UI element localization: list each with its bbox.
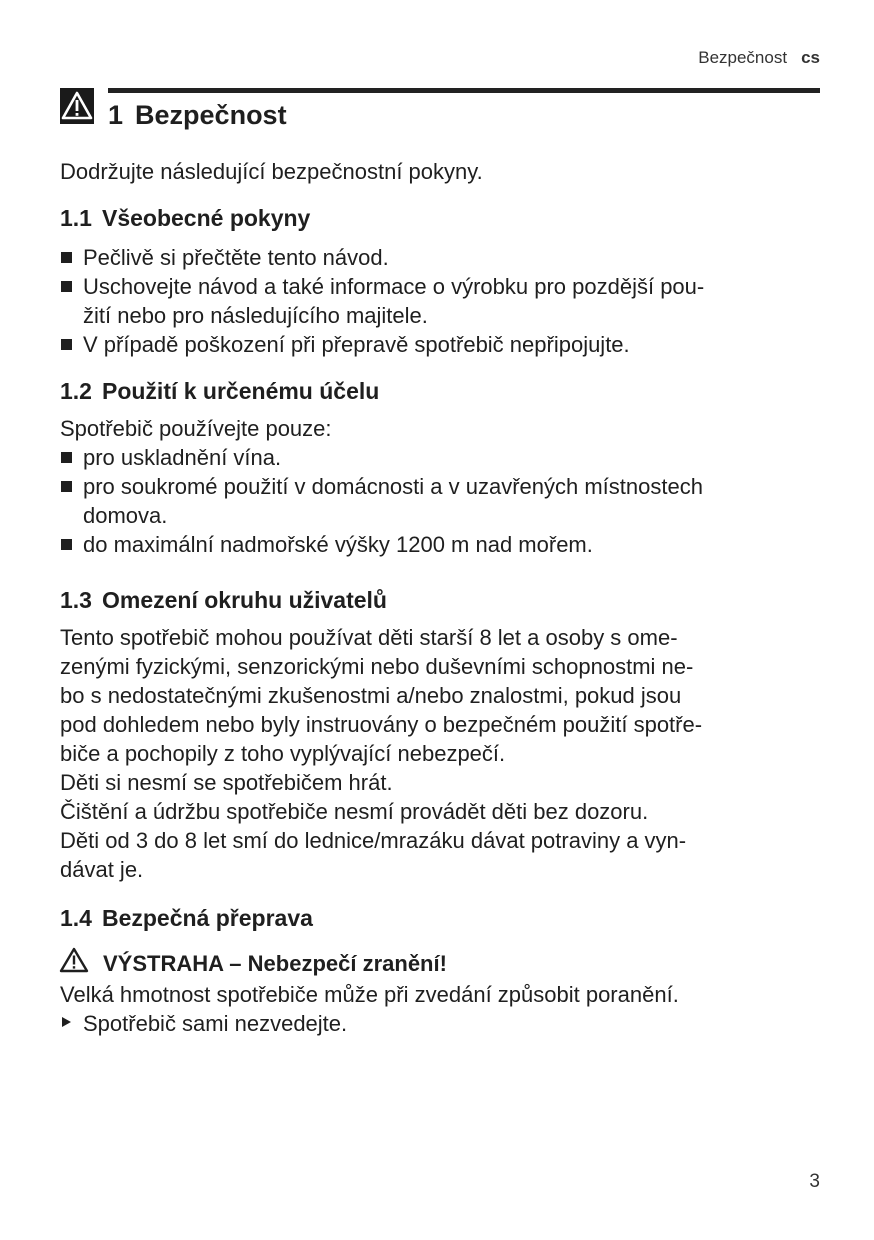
bullet-square-icon [61,481,72,492]
bullet-square-icon [61,539,72,550]
list-item: Uschovejte návod a také informace o výrobku pro pozdější pou- žití nebo pro následujícího majitele. [60,272,822,330]
chapter-title [108,100,287,131]
running-header-section: Bezpečnost [698,48,788,67]
section-title: Bezpečná přeprava [101,905,313,931]
warning-text: Velká hmotnost spotřebiče může při zvedání způsobit poranění. [60,982,679,1007]
chapter-warning-icon [60,88,94,124]
page-content [60,150,822,1038]
list-item: Spotřebič sami nezvedejte. [60,1009,822,1038]
list-item: Pečlivě si přečtěte tento návod. [60,243,822,272]
section-heading-1-1 [60,203,822,233]
bullet-square-icon [61,281,72,292]
section-number: 1.2 [60,378,92,404]
warning-label: VÝSTRAHA – Nebezpečí zranění! [103,951,447,976]
step-arrow-icon [62,1017,71,1027]
paragraph: Děti si nesmí se spotřebičem hrát. [60,770,393,795]
section-heading-1-3 [60,585,822,615]
section-lead: Spotřebič používejte pouze: [60,416,332,441]
chapter-number: 1 [108,100,124,130]
running-header-lang: cs [801,48,820,67]
list-item: pro soukromé použití v domácnosti a v uzavřených místnostech domova. [60,472,822,530]
chapter-rule [108,88,820,93]
section-number: 1.3 [60,587,92,613]
section-number: 1.1 [60,205,92,231]
bullet-square-icon [61,452,72,463]
list-item: do maximální nadmořské výšky 1200 m nad mořem. [60,530,822,559]
section-title: Omezení okruhu uživatelů [101,587,387,613]
section-title: Použití k určenému účelu [101,378,380,404]
section-heading-1-2 [60,376,822,406]
warning-heading [60,947,822,980]
paragraph: Čištění a údržbu spotřebiče nesmí provádět děti bez dozoru. [60,799,649,824]
paragraph: Děti od 3 do 8 let smí do lednice/mrazáku dávat potraviny a vyn- dávat je. [60,828,687,882]
section-heading-1-4 [60,903,822,933]
chapter-title-text: Bezpečnost [135,100,287,130]
page-number: 3 [809,1171,820,1192]
bullet-square-icon [61,252,72,263]
general-instructions-list [60,243,822,359]
bullet-square-icon [61,339,72,350]
paragraph: Tento spotřebič mohou používat děti starší 8 let a osoby s ome- zenými fyzickými, senzorickými nebo duševními schopnostmi ne- bo s nedostatečnými zkušenostmi a/nebo znalostmi, pokud jsou pod dohledem nebo byly instruovány o bezpečném použití spotře- biče a pochopily z toho vyplývající nebezpečí. [60,625,703,766]
running-header [698,48,820,68]
intro-text: Dodržujte následující bezpečnostní pokyny. [60,159,483,184]
warning-steps [60,1009,822,1038]
warning-triangle-icon [59,947,89,980]
list-item: pro uskladnění vína. [60,443,822,472]
section-number: 1.4 [60,905,92,931]
list-item: V případě poškození při přepravě spotřebič nepřipojujte. [60,330,822,359]
intended-use-list [60,443,822,559]
section-title: Všeobecné pokyny [101,205,311,231]
